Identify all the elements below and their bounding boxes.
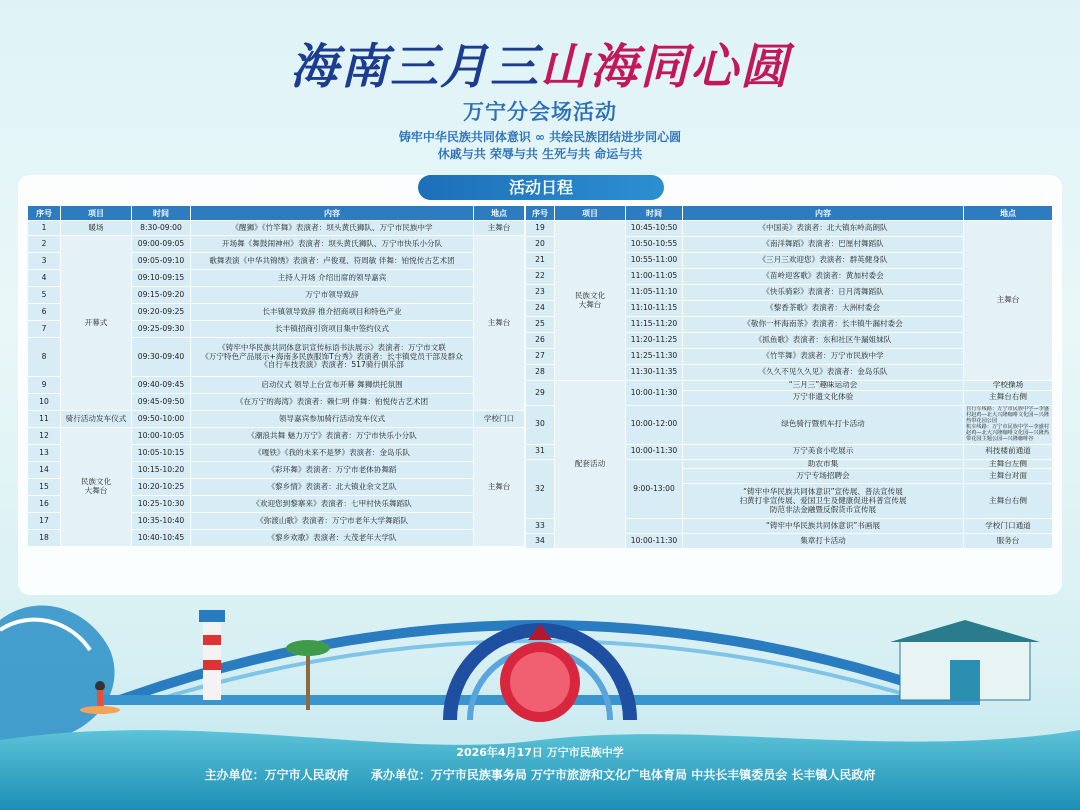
row-time: 09:30-09:40 [132,338,190,376]
row-time: 10:00-11:30 [626,445,682,459]
header-item: 项目 [555,206,625,220]
row-place: 主舞台左侧 [964,460,1052,469]
host-label: 承办单位： [370,768,431,782]
row-number: 20 [526,237,554,252]
row-number: 24 [526,301,554,316]
organizer-name: 万宁市人民政府 [264,768,349,782]
row-time: 09:25-09:30 [132,321,190,337]
row-time: 11:00-11:05 [626,269,682,284]
schedule-title: 活动日程 [418,175,664,200]
event-date-venue: 2026年4月17日 万宁市民族中学 [456,746,624,759]
row-number: 33 [526,519,554,533]
footer-organizers [0,766,1080,783]
header-place: 地点 [964,206,1052,220]
row-content: 绿色骑行暨机车打卡活动 [683,406,963,444]
row-place: 服务台 [964,534,1052,548]
row-place: 主舞台 [474,221,524,235]
row-content: 《苗岭迎客歌》表演者：黄加村委会 [683,269,963,284]
row-time: 09:20-09:25 [132,304,190,320]
row-number: 14 [28,462,60,478]
row-number: 6 [28,304,60,320]
table-header-row [28,206,524,220]
row-number: 8 [28,338,60,376]
title-part1: 海南三月三 [289,39,540,95]
row-time: 09:15-09:20 [132,287,190,303]
table-row [526,221,1052,236]
row-time: 10:25-10:30 [132,496,190,512]
slogan-line2: 休戚与共 荣辱与共 生死与共 命运与共 [437,147,643,161]
page-title [0,28,1080,97]
row-number: 4 [28,270,60,286]
header-time: 时间 [626,206,682,220]
row-number: 11 [28,411,60,427]
row-number: 1 [28,221,60,235]
row-time: 10:40-10:45 [132,530,190,546]
row-number: 34 [526,534,554,548]
row-number: 15 [28,479,60,495]
title-part2: 山海同心圆 [540,39,791,95]
row-content: 《弥渡山歌》表演者：万宁市老年大学舞蹈队 [191,513,473,529]
row-content: 领导嘉宾参加骑行活动发车仪式 [191,411,473,427]
row-number: 16 [28,496,60,512]
row-number: 22 [526,269,554,284]
row-time: 8:30-09:00 [132,221,190,235]
row-content: 万宁专场招聘会 [683,469,963,483]
gate-building-icon [890,620,1040,700]
row-content: 集章打卡活动 [683,534,963,548]
row-time: 10:50-10:55 [626,237,682,252]
header-time: 时间 [132,206,190,220]
row-time: 10:00-10:05 [132,428,190,444]
row-time: 09:50-10:00 [132,411,190,427]
row-number: 9 [28,377,60,393]
row-place: 自行车线路：万宁市民族中学—李盛村赵鸡—北大兴隆咖啡文化园—兴隆热带花园公园 机车线路：万宁市民族中学—李盛村赵鸡—北大兴隆咖啡文化园—兴隆热带花园主题公园—兴隆咖啡谷 [964,406,1052,444]
row-content: 万宁市领导致辞 [191,287,473,303]
header-content: 内容 [683,206,963,220]
row-number: 5 [28,287,60,303]
table-row [526,381,1052,390]
table-row [28,411,524,427]
row-place: 科技楼前通道 [964,445,1052,459]
row-content: 《欢迎您到黎寨来》表演者：七甲村快乐舞蹈队 [191,496,473,512]
row-place: 主舞台对面 [964,469,1052,483]
row-content: “铸牢中华民族共同体意识”宣传展、普法宣传展 扫黄打非宣传展、爱国卫生及健康促进科普宣传展 防范非法金融暨反假货币宣传展 [683,484,963,518]
row-number: 19 [526,221,554,236]
row-number: 21 [526,253,554,268]
row-number: 2 [28,236,60,252]
subtitle: 万宁分会场活动 [463,100,617,124]
row-content: 《彩环舞》表演者：万宁市老体协舞蹈 [191,462,473,478]
row-time: 10:00-11:30 [626,534,682,548]
row-time: 11:25-11:30 [626,349,682,364]
organizer-label: 主办单位： [204,768,265,782]
row-content: 歌舞表演《中华共锦绣》表演者：卢俊观、符周敏 伴舞：铂悦传古艺术团 [191,253,473,269]
row-content: 《中国美》表演者：北大镇东岭高朗队 [683,221,963,236]
row-content: 万宁美食小吃展示 [683,445,963,459]
row-number: 25 [526,317,554,332]
table-header-row [526,206,1052,220]
schedule-table-left [27,205,525,547]
header-content: 内容 [191,206,473,220]
row-time: 10:05-10:15 [132,445,190,461]
row-time: 09:45-09:50 [132,394,190,410]
schedule-table-right [525,205,1053,549]
row-time: 10:15-10:20 [132,462,190,478]
row-number: 12 [28,428,60,444]
host-names: 万宁市民族事务局 万宁市旅游和文化广电体育局 中共长丰镇委员会 长丰镇人民政府 [430,768,876,782]
row-time: 09:40-09:45 [132,377,190,393]
row-content: 《竹竿舞》表演者：万宁市民族中学 [683,349,963,364]
header-place: 地点 [474,206,524,220]
row-content: 《南洋舞蹈》表演者：巴厘村舞蹈队 [683,237,963,252]
row-content: 《黎乡欢歌》表演者：大茂老年大学队 [191,530,473,546]
row-number: 29 [526,381,554,405]
row-content: 《敬你一杯海南茶》表演者：长丰镇牛漏村委会 [683,317,963,332]
table-row [28,428,524,444]
group-opening: 开幕式 [61,236,131,410]
row-content: 开场舞《舞鼓闹神州》表演者：坝头黄氏狮队、万宁市快乐小分队 [191,236,473,252]
row-content: 《快乐骑彩》表演者：日月湾舞蹈队 [683,285,963,300]
row-place: 学校操场 [964,381,1052,390]
row-number: 23 [526,285,554,300]
header-no: 序号 [526,206,554,220]
row-item: 骑行活动发车仪式 [61,411,131,427]
row-time: 11:15-11:20 [626,317,682,332]
row-time: 11:05-11:10 [626,285,682,300]
row-content: 《黎乡情》表演者：北大镇业余文艺队 [191,479,473,495]
group-place-main: 主舞台 [474,428,524,546]
group-culture-stage: 民族文化 大舞台 [555,221,625,380]
row-number: 7 [28,321,60,337]
row-content: 《在万宁的海湾》表演者：赖仁明 伴舞：铂悦传古艺术团 [191,394,473,410]
row-number: 28 [526,365,554,380]
row-place: 主舞台右侧 [964,484,1052,518]
row-place: 主舞台右侧 [964,391,1052,405]
row-content: “铸牢中华民族共同体意识”书画展 [683,519,963,533]
row-number: 13 [28,445,60,461]
header-no: 序号 [28,206,60,220]
group-culture-stage: 民族文化 大舞台 [61,428,131,546]
row-content: 启动仪式 领导上台宣布开幕 舞狮烘托氛围 [191,377,473,393]
group-place-main: 主舞台 [474,236,524,410]
row-number: 26 [526,333,554,348]
row-content: 长丰镇招商引资项目集中签约仪式 [191,321,473,337]
row-item: 暖场 [61,221,131,235]
row-number: 31 [526,445,554,459]
row-place: 学校门口 [474,411,524,427]
row-content: 《黎香茶歌》表演者：大洲村委会 [683,301,963,316]
header-item: 项目 [61,206,131,220]
row-time: 09:05-09:10 [132,253,190,269]
group-place-main: 主舞台 [964,221,1052,380]
row-content: 《三月三欢迎您》表演者：群英健身队 [683,253,963,268]
row-time: 10:00-12:00 [626,406,682,444]
row-time: 10:35-10:40 [132,513,190,529]
group-supporting: 配套活动 [555,381,625,548]
table-row [28,221,524,235]
row-time: 10:20-10:25 [132,479,190,495]
table-row [28,236,524,252]
row-time: 10:55-11:00 [626,253,682,268]
row-time: 11:10-11:15 [626,301,682,316]
slogan-line1: 铸牢中华民族共同体意识 ∞ 共绘民族团结进步同心圆 [398,130,682,144]
row-time: 11:20-11:25 [626,333,682,348]
row-number: 10 [28,394,60,410]
row-time: 09:10-09:15 [132,270,190,286]
row-content: 《嘎铁》《我的未来不是梦》表演者：金岛乐队 [191,445,473,461]
row-content: 万宁非遗文化体验 [683,391,963,405]
row-content: 助农市集 [683,460,963,469]
row-content: 《铸牢中华民族共同体意识宣传标语书法展示》表演者：万宁市文联 《万宁特色产品展示+海南多民族服饰T台秀》表演者：长丰镇党员干部及群众 《自行车技表演》表演者：517骑行俱乐部 [191,338,473,376]
row-number: 3 [28,253,60,269]
row-number: 18 [28,530,60,546]
row-number: 32 [526,460,554,519]
row-content: 《久久不见久久见》表演者：金岛乐队 [683,365,963,380]
row-content: 《抓鱼歌》表演者：东和社区牛漏姐妹队 [683,333,963,348]
row-number: 27 [526,349,554,364]
row-time: 09:00-09:05 [132,236,190,252]
row-time: 10:45-10:50 [626,221,682,236]
row-place: 学校门口通道 [964,519,1052,533]
row-time-empty [626,519,682,533]
row-number: 17 [28,513,60,529]
row-content: 《潮浪共舞 魅力万宁》表演者：万宁市快乐小分队 [191,428,473,444]
row-time: 11:30-11:35 [626,365,682,380]
row-content: 《醒狮》《竹竿舞》表演者：坝头黄氏狮队、万宁市民族中学 [191,221,473,235]
row-content: 主持人开场 介绍出席的领导嘉宾 [191,270,473,286]
row-time: 10:00-11:30 [626,381,682,405]
row-content: “三月三”趣味运动会 [683,381,963,390]
row-content: 长丰镇领导致辞 推介招商项目和特色产业 [191,304,473,320]
row-time: 9:00-13:00 [626,460,682,519]
row-number: 30 [526,406,554,444]
